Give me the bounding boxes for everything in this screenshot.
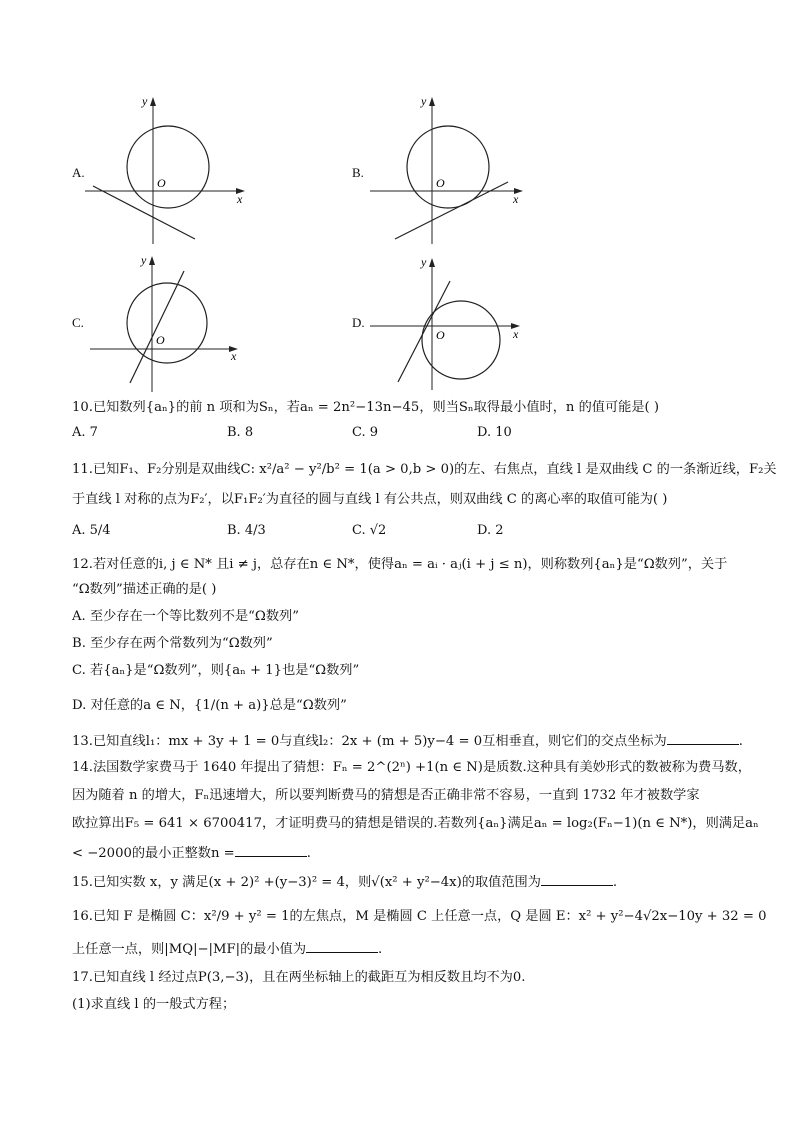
q16-answer-blank[interactable] [306, 940, 378, 953]
q10-stem: 10.已知数列{aₙ}的前 n 项和为Sₙ，若aₙ = 2n²−13n−45，则当Sₙ取得最小值时，n 的值可能是( ) [72, 400, 660, 415]
q10-option-a: A. 7 [72, 425, 98, 440]
q16-line-2 [72, 940, 382, 960]
y-label: y [141, 253, 147, 267]
q14-line-3: 欧拉算出F₅ = 641 × 6700417，才证明费马的猜想是错误的.若数列{aₙ}满足aₙ = log₂(Fₙ−1)(n ∈ N*)，则满足aₙ [72, 816, 759, 831]
circle [407, 126, 489, 208]
q13-end: . [738, 734, 743, 749]
q17-line-2: (1)求直线 l 的一般式方程； [72, 997, 236, 1012]
q12-line-1: 12.若对任意的i, j ∈ N* 且i ≠ j，总存在n ∈ N*，使得aₙ = aᵢ · aⱼ(i + j ≤ n)，则称数列{aₙ}是“Ω数列”，关于 [72, 557, 728, 572]
q14-line-4 [72, 844, 311, 864]
option-b-label: B. [352, 165, 364, 180]
y-arrow [150, 97, 156, 106]
y-arrow [429, 97, 435, 106]
q16-text: 上任意一点，则|MQ|−|MF|的最小值为 [72, 942, 307, 957]
q10-option-c: C. 9 [352, 425, 379, 440]
circle [127, 126, 209, 208]
q14-line-2: 因为随着 n 的增大，Fₙ迅速增大，所以要判断费马的猜想是否正确非常不容易，一直到 1732 年才被数学家 [72, 788, 700, 803]
q11-option-b: B. 4/3 [227, 523, 266, 538]
q13 [72, 732, 743, 752]
q12-option-d: D. 对任意的a ∈ N，{1/(n + a)}总是“Ω数列” [72, 698, 347, 713]
figure-d [365, 252, 530, 392]
q15-text: 15.已知实数 x，y 满足(x + 2)² +(y−3)² = 4，则√(x² + y²−4x)的取值范围为 [72, 875, 541, 890]
q11-option-a: A. 5/4 [72, 523, 111, 538]
q13-text: 13.已知直线l₁：mx + 3y + 1 = 0与直线l₂：2x + (m + 5)y−4 = 0互相垂直，则它们的交点坐标为 [72, 734, 667, 749]
q12-option-c: C. 若{aₙ}是“Ω数列”，则{aₙ + 1}也是“Ω数列” [72, 663, 360, 678]
y-label: y [142, 94, 148, 108]
line [130, 271, 184, 383]
option-d-label: D. [352, 315, 365, 330]
figure-a [85, 92, 250, 247]
q13-answer-blank[interactable] [667, 732, 739, 745]
origin-label: O [436, 176, 445, 190]
option-a-label: A. [72, 165, 85, 180]
x-label: x [513, 192, 519, 206]
origin-label: O [156, 333, 165, 347]
q11-line-1: 11.已知F₁、F₂分别是双曲线C: x²/a² − y²/b² = 1(a > 0,b > 0)的左、右焦点，直线 l 是双曲线 C 的一条渐近线，F₂关 [72, 462, 777, 477]
line [93, 186, 195, 239]
q12-option-b: B. 至少存在两个常数列为“Ω数列” [72, 636, 273, 651]
q17-line-1: 17.已知直线 l 经过点P(3,−3)，且在两坐标轴上的截距互为相反数且均不为0. [72, 970, 526, 985]
x-label: x [513, 327, 519, 341]
origin-label: O [157, 176, 166, 190]
q15-end: . [612, 875, 618, 890]
q10-option-d: D. 10 [477, 425, 512, 440]
q14-text: < −2000的最小正整数n = [72, 846, 235, 861]
y-arrow [429, 258, 435, 267]
circle [127, 283, 207, 363]
q10-option-b: B. 8 [227, 425, 254, 440]
x-label: x [237, 192, 243, 206]
figure-b [365, 92, 530, 247]
origin-label: O [436, 328, 445, 342]
q14-answer-blank[interactable] [235, 844, 307, 857]
y-label: y [421, 94, 427, 108]
q11-option-d: D. 2 [477, 523, 504, 538]
y-label: y [421, 255, 427, 269]
q12-option-a: A. 至少存在一个等比数列不是“Ω数列” [72, 609, 299, 624]
q14-line-1: 14.法国数学家费马于 1640 年提出了猜想：Fₙ = 2^(2ⁿ) +1(n ∈ N)是质数.这种具有美妙形式的数被称为费马数， [72, 760, 751, 775]
figure-c [85, 250, 250, 395]
option-c-label: C. [72, 315, 84, 330]
x-label: x [231, 349, 237, 363]
q12-line-2: “Ω数列”描述正确的是( ) [72, 582, 217, 597]
q11-line-2: 于直线 l 对称的点为F₂′，以F₁F₂′为直径的圆与直线 l 有公共点，则双曲线 C 的离心率的取值可能为( ) [72, 492, 668, 507]
q14-end: . [306, 846, 311, 861]
q16-line-1: 16.已知 F 是椭圆 C：x²/9 + y² = 1的左焦点，M 是椭圆 C 上任意一点，Q 是圆 E：x² + y²−4√2x−10y + 32 = 0 [72, 909, 767, 924]
y-arrow [149, 256, 155, 265]
q16-end: . [378, 942, 383, 957]
q15-answer-blank[interactable] [541, 873, 613, 886]
q11-option-c: C. √2 [352, 523, 387, 538]
q15 [72, 873, 617, 893]
